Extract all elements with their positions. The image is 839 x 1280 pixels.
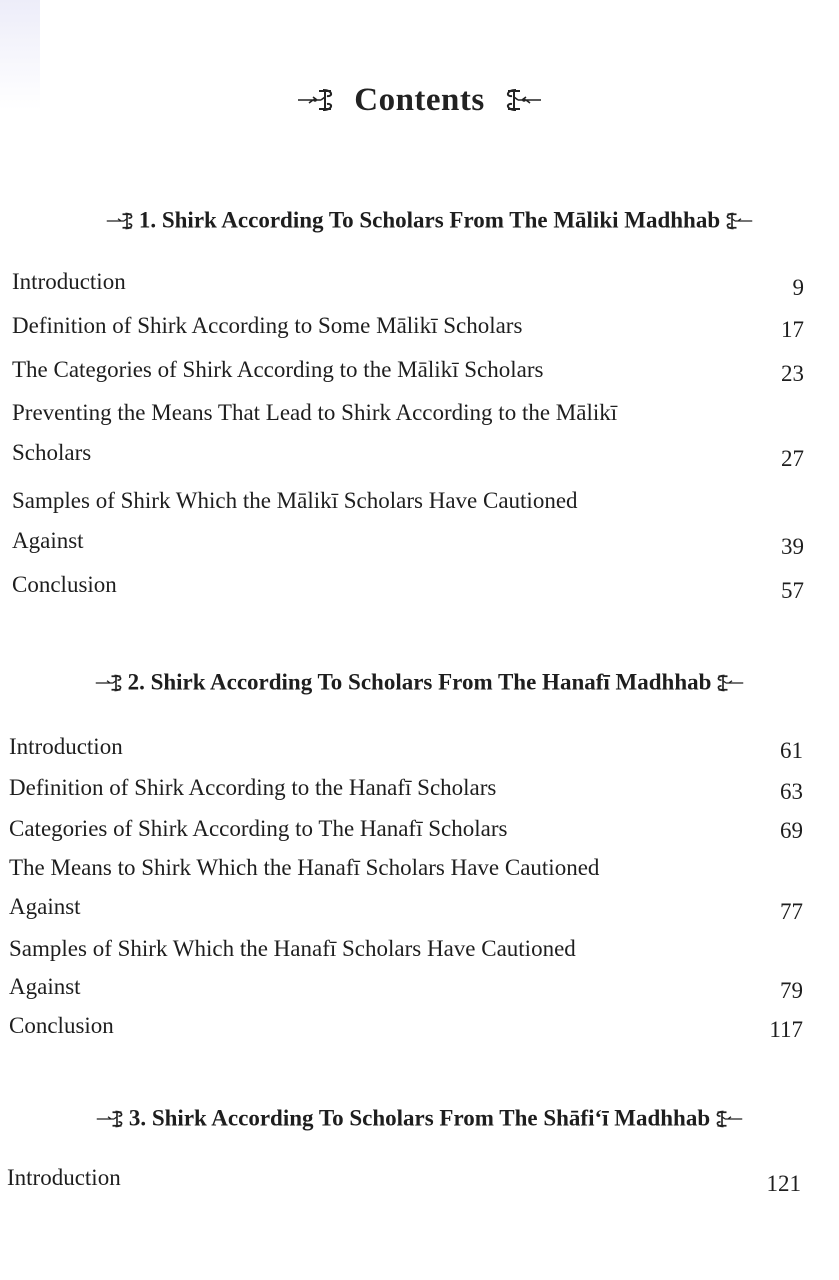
page-number: 61 <box>780 738 803 763</box>
toc-entry[interactable]: Preventing the Means That Lead to Shirk According to the Mālikī Scholars 27 <box>12 393 804 477</box>
section-heading-3: 3. Shirk According To Scholars From The Shāfi‘ī Madhhab <box>0 1104 839 1132</box>
ornament-left-icon <box>297 87 337 113</box>
page-number: 63 <box>780 779 803 804</box>
page-number: 57 <box>781 578 804 603</box>
ornament-right-icon <box>502 87 542 113</box>
page-number: 9 <box>792 275 804 300</box>
title-text: Contents <box>354 81 485 118</box>
page-title <box>0 80 839 119</box>
section-heading-1: 1. Shirk According To Scholars From The Māliki Madhhab <box>0 206 839 234</box>
toc-entry[interactable]: The Means to Shirk Which the Hanafī Scholars Have Cautioned Against 77 <box>9 848 803 932</box>
page-number: 117 <box>769 1017 803 1042</box>
ornament-right-icon <box>713 1109 743 1129</box>
page-number: 27 <box>781 446 804 471</box>
ornament-left-icon <box>95 673 125 693</box>
contents-page: Contents 1. Shirk According To Scholars From The Māliki Madhhab Introduction 9 Definition of Shirk According to Some Mālikī Scholars 17 The Categories of Shirk According to the Mālikī Scholars 23 Preventing the Means That Lead to Shirk According to the Mālikī Scholars 27 Samples of Shirk Which the Mālikī Scholars Have Cautioned Against 39 Conclusion 57 2. Shirk According To Scholars From The Hanafī Madhhab Introduction 61 Definition of Shirk According to the Hanafī Scholars 63 Categories of Shirk According to The Hanafī Scholars 69 The Means to Shirk Which the Hanafī Scholars Have Cautioned Against 77 Samples of Shirk Which the Hanafī Scholars Have Cautioned Against 79 Conclusion 117 3. Shirk According To Scholars From The Shāfi‘ī Madhhab Introduction 121 <box>0 0 839 1280</box>
page-number: 23 <box>781 361 804 386</box>
toc-entry[interactable]: Samples of Shirk Which the Mālikī Scholars Have Cautioned Against 39 <box>12 481 804 565</box>
ornament-right-icon <box>714 673 744 693</box>
ornament-left-icon <box>96 1109 126 1129</box>
toc-entry[interactable]: Samples of Shirk Which the Hanafī Scholars Have Cautioned Against 79 <box>9 929 803 1013</box>
page-number: 17 <box>781 317 804 342</box>
page-number: 79 <box>780 978 803 1003</box>
page-number: 69 <box>780 818 803 843</box>
ornament-left-icon <box>106 211 136 231</box>
page-number: 121 <box>766 1171 801 1196</box>
page-number: 77 <box>780 899 803 924</box>
ornament-right-icon <box>723 211 753 231</box>
page-number: 39 <box>781 534 804 559</box>
section-heading-2: 2. Shirk According To Scholars From The Hanafī Madhhab <box>0 668 839 696</box>
